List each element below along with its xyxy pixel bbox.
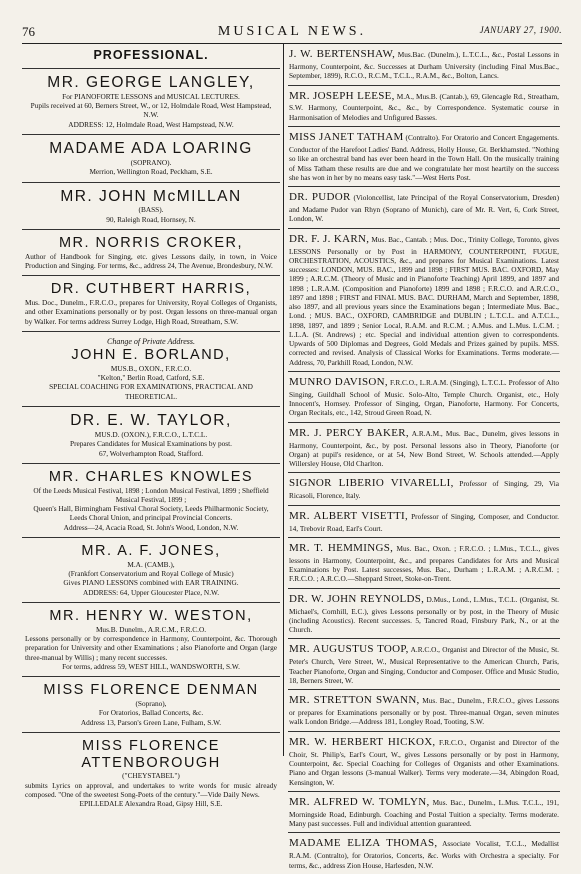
card-line: ADDRESS: 64, Upper Gloucester Place, N.W.	[82, 587, 220, 597]
advert-baker	[288, 423, 560, 474]
card-line: 90, Raleigh Road, Hornsey, N.	[106, 214, 196, 224]
card-line: Pupils received at 60, Berners Street, W., or 12, Holmdale Road, West Hampstead, N.W.	[30, 101, 272, 120]
advert-text: D.Mus., Lond., L.Mus., T.C.L. (Organist, St. Michael's, Cornhill, E.C.), gives Lessons personally or by post, in the Theory of Music (including Acoustics). Recent successes. 5, Tancred Road, Finsbury Park, N., or at the Church.	[289, 594, 559, 635]
card-line: (Frankfort Conservatorium and Royal College of Music)	[68, 569, 234, 579]
advert-lead: DR. PUDOR	[289, 191, 351, 204]
card-name: MISS FLORENCE ATTENBOROUGH	[81, 738, 221, 771]
card-line: Address 13, Parson's Green Lane, Fulham, S.W.	[80, 717, 222, 727]
card-john-borland	[22, 332, 280, 407]
card-line: ADDRESS: 12, Holmdale Road, West Hampstead, N.W.	[68, 119, 234, 129]
card-line: MUS.D. (OXON.), F.R.C.O., L.T.C.L.	[94, 429, 208, 439]
advert-bertenshaw	[288, 44, 560, 86]
card-line: Address—24, Acacia Road, St. John's Wood, London, N.W.	[63, 522, 239, 532]
card-line: SPECIAL COACHING FOR EXAMINATIONS, PRACTICAL AND THEORETICAL.	[49, 382, 253, 401]
advert-lead: SIGNOR LIBERIO VIVARELLI,	[289, 477, 454, 490]
advert-vivarelli	[288, 473, 560, 505]
advert-hickox	[288, 732, 560, 792]
advert-tatham	[288, 127, 560, 187]
card-name: MR. NORRIS CROKER,	[58, 235, 244, 252]
advert-pudor	[288, 187, 560, 229]
card-ada-loaring	[22, 135, 280, 182]
advert-text: Mus. Bac., Dunelm., F.R.C.O., gives Lessons or prepares for Examinations personally or by post. Three-manual Organ, seven minutes walk London Bridge.—Address 181, Longley Road, Tooting, S.W.	[289, 696, 559, 727]
advert-lead: DR. F. J. KARN,	[289, 232, 370, 245]
card-line: Mus.B. Dunelm., A.R.C.M., F.R.C.O.	[95, 624, 207, 634]
card-george-langley	[22, 69, 280, 135]
section-title: PROFESSIONAL.	[22, 44, 280, 69]
advert-tomlyn	[288, 792, 560, 834]
advert-text: Professor of Singing, 29, Via Ricasoli, Florence, Italy.	[289, 479, 559, 501]
advert-lead: MR. ALFRED W. TOMLYN,	[289, 795, 430, 808]
card-ew-taylor	[22, 407, 280, 464]
card-line: EPILLEDALE Alexandra Road, Gipsy Hill, S.E.	[79, 799, 223, 809]
card-line: Gives PIANO LESSONS combined with EAR TRAINING.	[63, 578, 239, 588]
advert-lead: MR. ALBERT VISETTI,	[289, 509, 408, 522]
card-cuthbert-harris	[22, 276, 280, 332]
card-line: For PIANOFORTE LESSONS and MUSICAL LECTURES.	[62, 91, 240, 101]
issue-date: JANUARY 27, 1900.	[479, 25, 562, 35]
card-florence-denman	[22, 677, 280, 733]
advert-text: Professor of Singing, Composer, and Conductor. 14, Trebovir Road, Earl's Court.	[289, 511, 559, 533]
advert-text: F.R.C.O., L.R.A.M. (Singing), L.T.C.L. Professor of Alto Singing, Guildhall School of Music. Solo-Alto, Temple Church. Organist, etc., Holy Innocent's, Hornsey. Professor of Singing, Organ, Pianoforte, Harmony. For Concerts, Organ Recitals, etc., 142, Stroud Green Road, N.	[289, 377, 559, 418]
card-line: (Soprano),	[135, 699, 167, 709]
advert-text: A.R.A.M., Mus. Bac., Dunelm, gives lessons in Harmony, Counterpoint, &c., by post. Personal lessons also in Theory, Pianoforte (or Organ) at pupil's residence, or at 54, New Bond Street, W. Schools attended.—Apply Willersley House, Old Charlton.	[289, 428, 559, 469]
card-line: (BASS).	[138, 205, 164, 215]
card-line: Prepares Candidates for Musical Examinations by post.	[70, 439, 232, 449]
advert-text: A.R.C.O., Organist and Director of the Music, St. Peter's Church, Vere Street, W., Musical Representative to the American Church, Paris, Teacher Pianoforte, Organ and Singing, Conductor and Composer. Office and Music Studio, 18, Berners Street, W.	[289, 645, 559, 685]
page-header	[22, 24, 562, 44]
advert-lead: MR. STRETTON SWANN,	[289, 694, 420, 707]
advert-lead: MR. J. PERCY BAKER,	[289, 426, 409, 439]
advert-lead: MR. W. HERBERT HICKOX,	[289, 735, 436, 748]
card-florence-attenborough	[22, 733, 280, 814]
card-line: 67, Wolverhampton Road, Stafford.	[98, 448, 204, 458]
advert-lead: J. W. BERTENSHAW,	[289, 48, 396, 60]
card-charles-knowles	[22, 464, 280, 538]
card-line: Merrion, Wellington Road, Peckham, S.E.	[89, 167, 213, 177]
right-column	[288, 44, 560, 870]
card-line: submits Lyrics on approval, and undertakes to write words for music already composed. "One of the sweetest Song-Poets of the century."—Vide Daily News.	[25, 780, 277, 800]
card-line: Queen's Hall, Birmingham Festival Choral Society, Leeds Philharmonic Society, Leeds Choral Union, and principal Provincial Concerts.	[33, 504, 269, 523]
advert-text: (Violoncellist, late Principal of the Royal Conservatorium, Dresden) and Madame Pudor van Rhyn (Soprano of Munich), care of Mr. R. Vert, 6, Cork Street, London, W.	[289, 193, 559, 224]
advert-text: M.A., Mus.B. (Cantab.), 69, Glencagle Rd., Streatham, S.W. Harmony, Counterpoint, &c., &c., by Correspondence. Systematic course in Harmonisation of Melodies and Unfigured Basses.	[289, 91, 559, 122]
advert-text: Mus. Bac., Oxon. ; F.R.C.O. ; L.Mus., T.C.L., gives lessons in Harmony, Counterpoint, &c., and prepares Candidates for Arts and Musical Examinations by Post. Latest successes, Mus. Bac., Durham ; L.R.A.M. ; A.R.C.M. ; F.R.C.O. ; A.R.C.O.—Sheppard Street, Stoke-on-Trent.	[289, 543, 560, 584]
card-name: MR. CHARLES KNOWLES	[48, 468, 254, 485]
advert-leese	[288, 86, 560, 128]
advert-text: (Contralto). For Oratorio and Concert Engagements. Conductor of the Harefoot Ladies' Band. Address, Holly House, Gt. Berkhamsted. "Nothing so like an orchestral band has ever been heard in the Town Hall. On the musically training of Miss Tatham these results are due and we congratulate her most heartily on the success she has won in her by no means easy task."—West Herts Post.	[289, 133, 559, 182]
advert-text: F.R.C.O., Organist and Director of the Choir, St. Philip's, Earl's Court, W., gives Lessons personally or by post in Harmony, Counterpoint, &c. Special Coaching for Colleges of Organists and other Examinations. Piano and Organ lessons (3-manual Walker). Terms very moderate.—34, Abingdon Road, Kensington, W.	[289, 737, 559, 787]
left-column	[22, 44, 280, 809]
advert-hemmings	[288, 538, 560, 589]
card-line: Author of Handbook for Singing, etc. gives Lessons daily, in town, in Voice Production and Singing. For terms, &c., address 24, The Avenue, Brondesbury, N.W.	[25, 251, 277, 271]
card-line: "Kelton," Berlin Road, Catford, S.E.	[97, 373, 205, 383]
advert-swann	[288, 690, 560, 732]
card-name: JOHN E. BORLAND,	[71, 347, 231, 364]
change-notice: Change of Private Address.	[107, 337, 195, 347]
advert-text: Mus. Bac., Dunelm., L.Mus. T.C.L., 191, Morningside Road, Edinburgh. Coaching and Postal Tuition a specialty. Terms moderate. Many past successes. Full and individual attention guaranteed.	[289, 797, 560, 829]
card-line: Of the Leeds Musical Festival, 1898 ; London Musical Festival, 1899 ; Sheffield Musical Festival, 1899 ;	[33, 485, 269, 504]
card-name: DR. CUTHBERT HARRIS,	[50, 281, 252, 298]
advert-toop	[288, 639, 560, 690]
card-line: ("CHEYSTABEL")	[122, 771, 180, 781]
publication-title: MUSICAL NEWS.	[217, 24, 367, 39]
card-line: Mus. Doc., Dunelm., F.R.C.O., prepares for University, Royal Colleges of Organists, and other Examinations personally or by post. Organ lessons on three-manual organ by Walker. For terms address Surrey Lodge, High Road, Streatham, S.W.	[25, 298, 277, 326]
advert-reynolds	[288, 589, 560, 640]
card-name: MR. HENRY W. WESTON,	[49, 608, 253, 625]
advert-text: Associate Vocalist, T.C.L., Medallist R.A.M. (Contralto), for Oratorios, Concerts, &c. Works with Orchestra a specialty. For terms, &c., address Zion House, Harlesden, N.W.	[289, 839, 559, 870]
card-name: MR. GEORGE LANGLEY,	[47, 74, 255, 91]
card-henry-weston	[22, 603, 280, 677]
card-name: MR. JOHN McMILLAN	[60, 187, 242, 205]
advert-lead: MR. JOSEPH LEESE,	[289, 89, 395, 102]
card-name: DR. E. W. TAYLOR,	[70, 412, 232, 430]
card-line: For Oratorios, Ballad Concerts, &c.	[98, 708, 204, 718]
advert-lead: MISS JANET TATHAM	[289, 131, 404, 143]
advert-visetti	[288, 506, 560, 538]
page-number: 76	[22, 24, 35, 39]
advert-lead: MR. AUGUSTUS TOOP,	[289, 643, 409, 656]
advert-lead: MADAME ELIZA THOMAS,	[289, 837, 438, 850]
card-line: Lessons personally or by correspondence in Harmony, Counterpoint, &c. Thorough preparation for University and other Examinations ; also Pianoforte and Organ (large three-manual by Willis) ; many recent successes.	[25, 634, 277, 662]
card-name: MR. A. F. JONES,	[81, 543, 221, 560]
advert-text: Mus. Bac., Cantab. ; Mus. Doc., Trinity College, Toronto, gives LESSONS Personally or by Post in HARMONY, COUNTERPOINT, FUGUE, ORCHESTRATION, ACOUSTICS, &c., and prepares for Musical Examinations. Latest successes: LONDON, MUS. BAC., 1899 and 1898 ; FIRST MUS. BAC. OXFORD, May 1899 ; A.R.C.M. (Theory of Music and in Pianoforte Teaching) April 1899, and 1897 and 1898 ; L.R.A.M. (Composition and Pianoforte) 1899 and 1898 ; F.R.C.O. and A.R.C.O., 1897 and 1898 ; FIRST and FINAL MUS. BAC. DURHAM, March and September, 1898, also 1897, and all previous years since the Examinations began ; Intermediate Mus. Bac., Lond. ; MUS. BAC., OXFORD, CAMBRIDGE and DUBLIN ; L.T.C.L. and A.T.C.L., 1898, 1897, and 1899 ; Senior Local, R.A.M. and R.C.M. ; A.Mus. and L.Mus. L.C.M. ; L.L.A. (St. Andrews) ; etc. Special and individual attention given to correspondents. Upwards of 500 Diplomas and Degrees, Gold Medals and Prizes gained by pupils. MSS. corrected and revised. Analysis of Classical Works for Examinations. Terms moderate.—Address, 70, Parkhill Road, London, N.W.	[289, 234, 560, 367]
card-john-mcmillan	[22, 183, 280, 230]
card-name: MADAME ADA LOARING	[49, 140, 253, 158]
advert-davison	[288, 372, 560, 423]
advert-lead: DR. W. JOHN REYNOLDS,	[289, 592, 425, 605]
advert-eliza-thomas	[288, 833, 560, 874]
card-line: MUS.B., OXON., F.R.C.O.	[110, 363, 192, 373]
card-line: For terms, address 59, WEST HILL, WANDSWORTH, S.W.	[62, 662, 240, 672]
advert-text: Mus.Bac. (Dunelm.), L.T.C.L., &c., Postal Lessons in Harmony, Counterpoint, &c. Successes at Durham University (including Final Mus.Bac., September, 1899), R.C.O., R.C.M., T.C.L., R.A.M., &c., Bolton, Lancs.	[289, 50, 559, 81]
advert-karn	[288, 229, 560, 372]
card-line: M.A. (CAMB.),	[127, 559, 175, 569]
card-norris-croker	[22, 230, 280, 276]
card-af-jones	[22, 538, 280, 603]
column-divider	[283, 44, 284, 756]
card-line: (SOPRANO).	[130, 157, 172, 167]
card-name: MISS FLORENCE DENMAN	[43, 682, 259, 699]
advert-lead: MUNRO DAVISON,	[289, 375, 388, 388]
advert-lead: MR. T. HEMMINGS,	[289, 541, 394, 554]
